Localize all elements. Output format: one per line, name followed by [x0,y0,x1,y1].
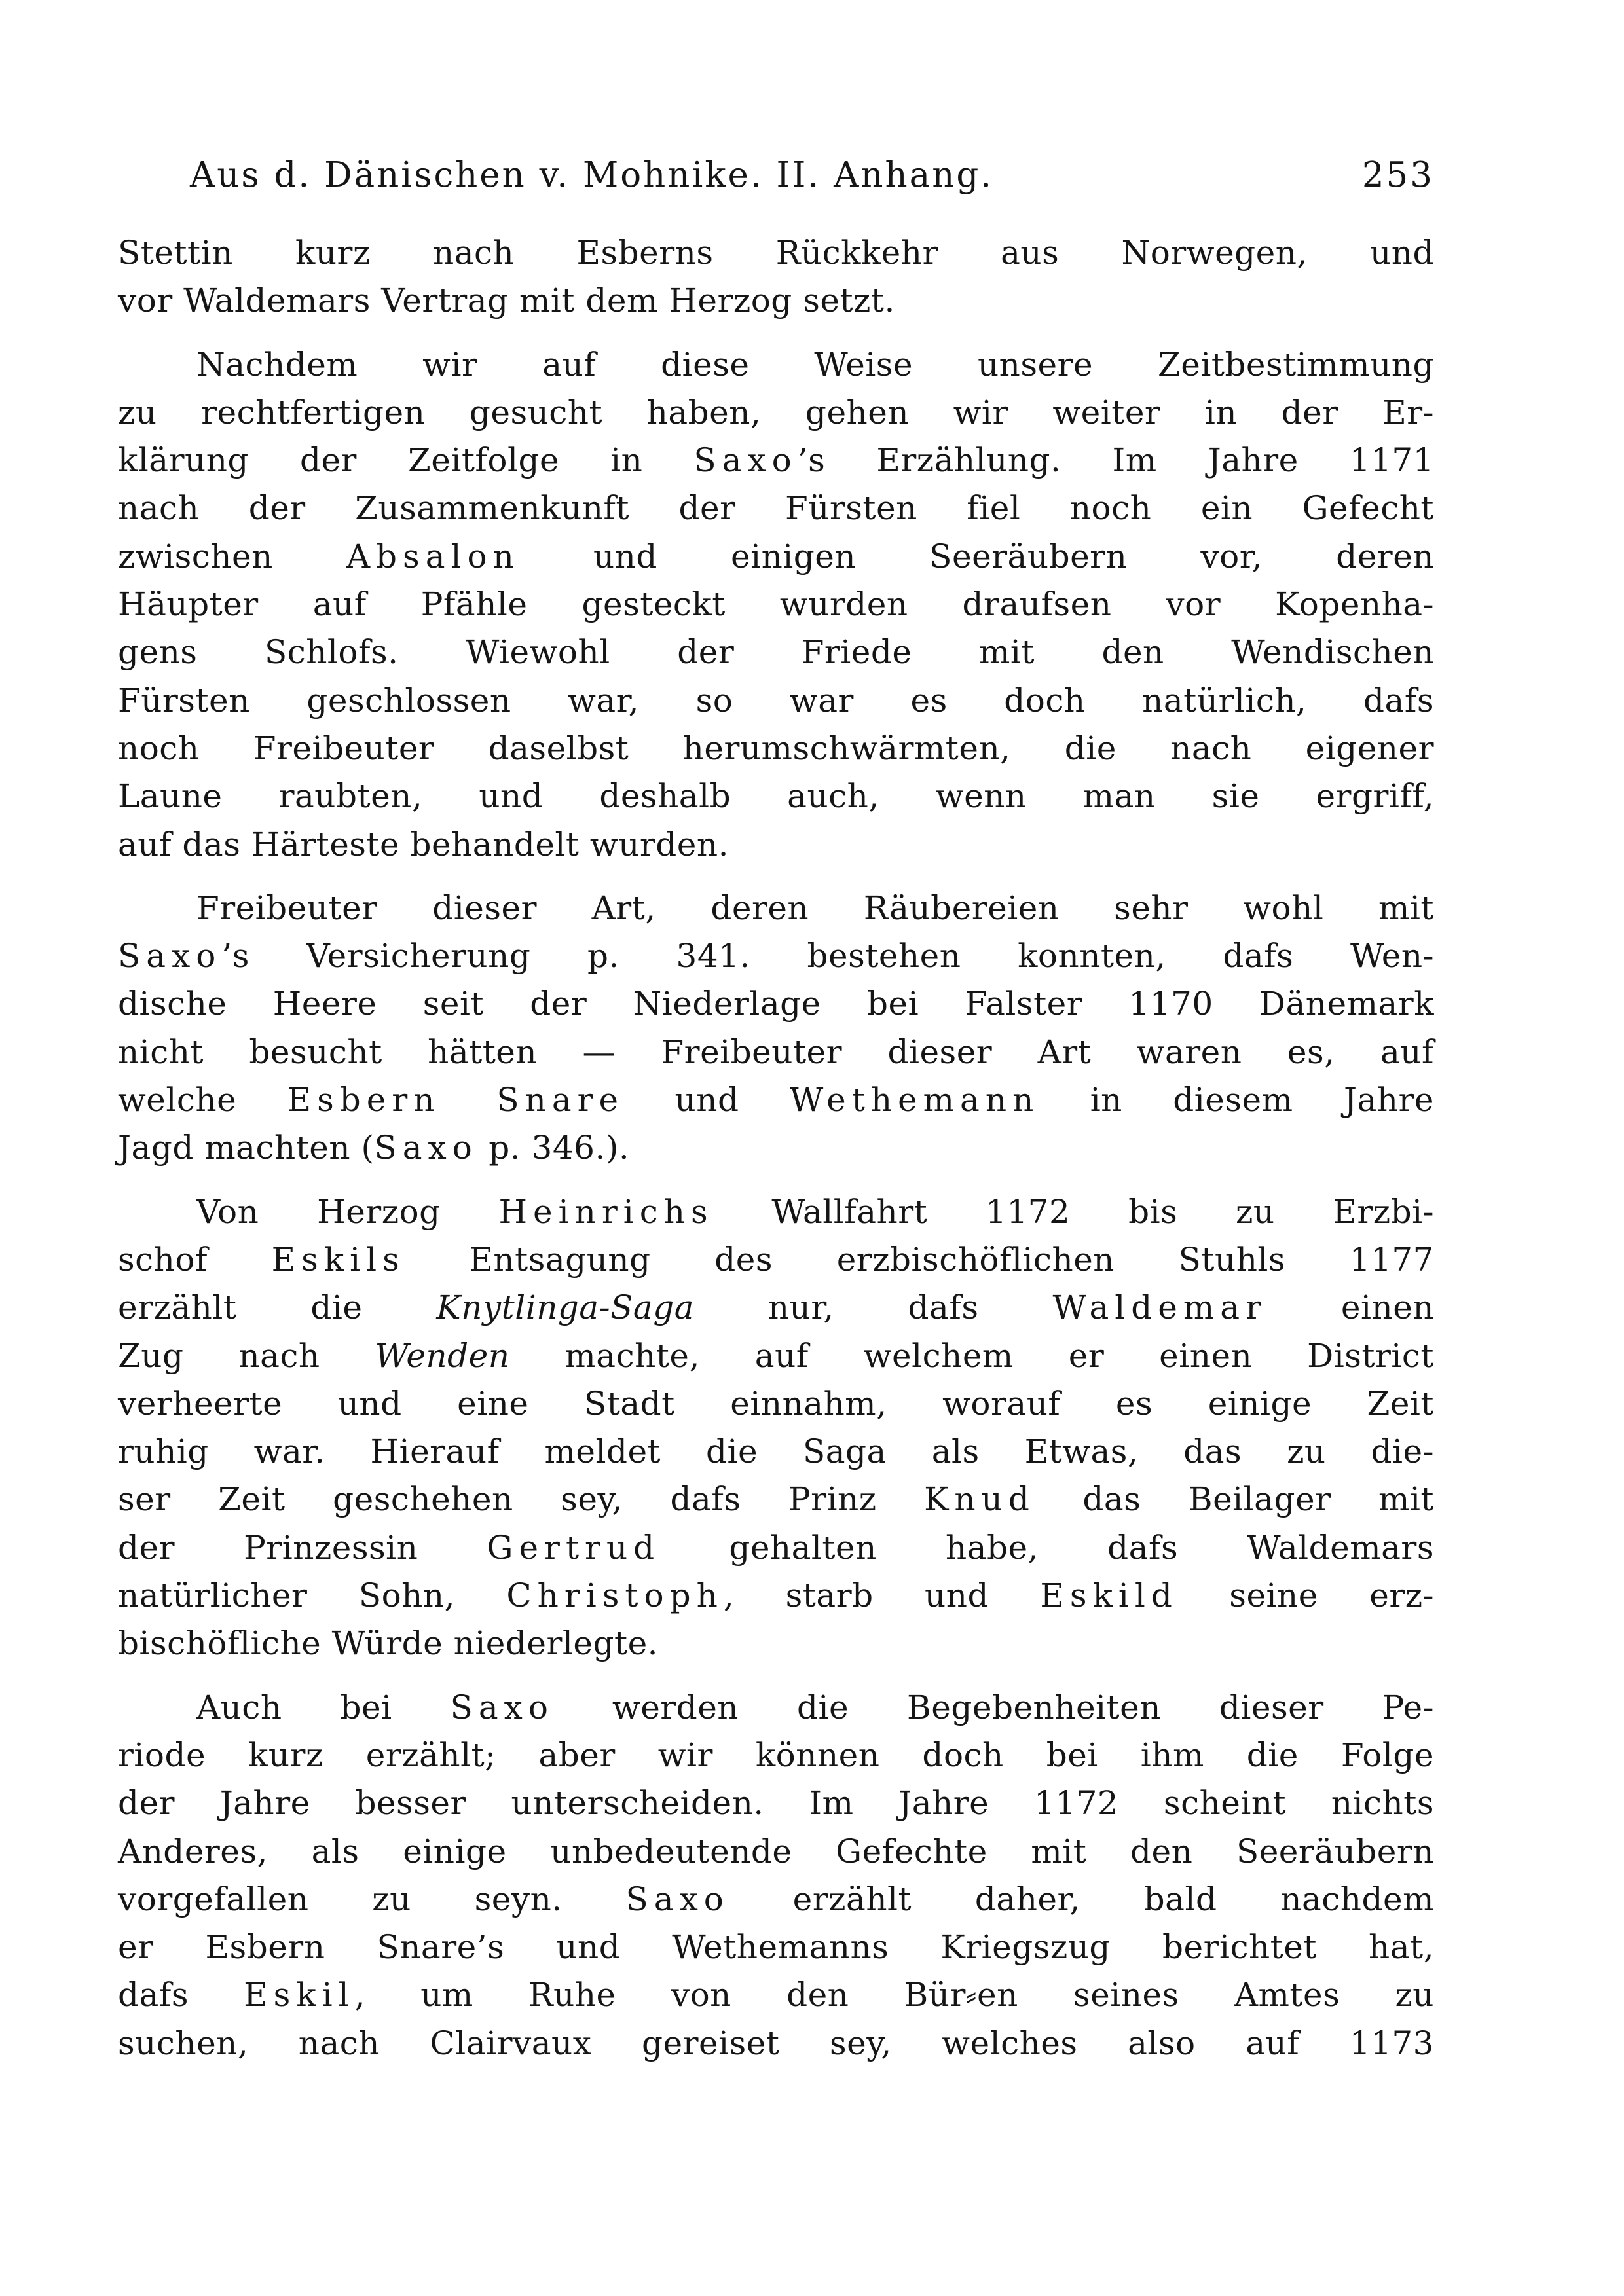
body-text [118,229,1434,2068]
spaced-name: Eskild [1040,1576,1178,1615]
text-line [118,1188,1434,1236]
text-line [118,1284,1434,1332]
text-line [118,1572,1434,1620]
line-text: bischöfliche Würde niederlegte. [118,1624,659,1663]
text-line [118,725,1434,773]
line-text: dische Heere seit der Niederlage bei Falster 1170 Dänemark [118,985,1434,1023]
text-line [118,1779,1434,1827]
line-text: und [624,1081,790,1120]
spaced-name: Eskils [271,1240,405,1279]
text-line [118,1524,1434,1572]
line-text: welche [118,1081,287,1120]
text-line [118,1971,1434,2019]
italic-place: Wenden [375,1336,510,1375]
text-line [118,1923,1434,1971]
line-text: gehalten habe, dafs Waldemars [660,1528,1434,1567]
line-text: Laune raubten, und deshalb auch, wenn man sie ergriff, [118,777,1434,816]
line-text: riode kurz erzählt; aber wir können doch bei ihm die Folge [118,1736,1434,1774]
text-line [118,1476,1434,1523]
spaced-name: Saxo [693,441,798,480]
spaced-name: Saxo [625,1880,729,1918]
text-line [118,389,1434,437]
text-line [118,629,1434,676]
spaced-name: Wethemann [789,1081,1040,1120]
line-text: nicht besucht hätten — Freibeuter dieser Art waren es, auf [118,1032,1434,1071]
line-text: der Jahre besser unterscheiden. Im Jahre 1172 scheint nichts [118,1784,1434,1823]
line-text: natürlicher Sohn, [118,1576,507,1615]
line-text: Entsagung des erzbischöflichen Stuhls 1177 [405,1240,1434,1279]
text-line [118,1236,1434,1284]
line-text: Zug nach [118,1336,375,1375]
line-text: Nachdem wir auf diese Weise unsere Zeitbestimmung [196,345,1434,384]
text-line [118,1076,1434,1124]
spaced-name: Absalon [346,537,520,575]
text-line [118,1380,1434,1428]
line-text: gens Schlofs. Wiewohl der Friede mit den Wendischen [118,633,1434,672]
line-text: , starb und [723,1576,1041,1615]
line-text: nach der Zusammenkunft der Fürsten fiel noch ein Gefecht [118,489,1434,528]
line-text: vor Waldemars Vertrag mit dem Herzog setzt. [118,282,895,320]
line-text: Auch bei [196,1688,451,1726]
text-line [118,229,1434,277]
spaced-name: Christoph [506,1576,724,1615]
text-line [118,884,1434,932]
text-line [118,1684,1434,1732]
text-line [118,773,1434,820]
text-line [118,677,1434,725]
text-line [118,1124,1434,1172]
line-text: klärung der Zeitfolge in [118,441,694,480]
text-line [118,484,1434,532]
text-line [118,1876,1434,1923]
spaced-name: Knud [924,1480,1035,1519]
text-line [118,533,1434,581]
text-line [118,341,1434,389]
line-text: und einigen Seeräubern vor, deren [519,537,1434,575]
line-text: , um Ruhe von den Bür⸗en seines Amtes zu [354,1976,1434,2014]
line-text: schof [118,1240,272,1279]
running-title: Aus d. Dänischen v. Mohnike. II. Anhang. [190,155,994,195]
line-text: einen [1267,1288,1434,1327]
text-line [118,1732,1434,1779]
text-line [118,821,1434,869]
line-text: dafs [118,1976,244,2014]
line-text: zu rechtfertigen gesucht haben, gehen wir weiter in der Er- [118,393,1434,431]
line-text: ser Zeit geschehen sey, dafs Prinz [118,1480,925,1519]
text-line [118,1332,1434,1380]
italic-title: Knytlinga-Saga [436,1288,695,1327]
line-text: der Prinzessin [118,1528,487,1567]
line-text: Fürsten geschlossen war, so war es doch natürlich, dafs [118,681,1434,720]
line-text: p. 346.). [477,1129,630,1167]
text-line [118,1029,1434,1076]
spaced-name: Saxo [118,937,222,975]
line-text: seine erz- [1177,1576,1434,1615]
spaced-name: Gertrud [487,1528,661,1567]
text-line [118,581,1434,629]
line-text: machte, auf welchem er einen District [509,1336,1434,1375]
line-text: Von Herzog [196,1192,499,1231]
spaced-name: Waldemar [1052,1288,1268,1327]
line-text: Jagd machten ( [118,1129,375,1167]
spaced-name: Saxo [374,1129,478,1167]
line-text: auf das Härteste behandelt wurden. [118,825,729,864]
line-text: zwischen [118,537,346,575]
line-text: suchen, nach Clairvaux gereiset sey, welches also auf 1173 [118,2024,1434,2062]
text-line [118,277,1434,325]
line-text: Anderes, als einige unbedeutende Gefechte mit den Seeräubern [118,1832,1434,1870]
line-text: ruhig war. Hierauf meldet die Saga als Etwas, das zu die- [118,1432,1434,1471]
spaced-name: Esbern Snare [287,1081,625,1120]
line-text: werden die Begebenheiten dieser Pe- [553,1688,1434,1726]
line-text: vorgefallen zu seyn. [118,1880,626,1918]
line-text: ’s Erzählung. Im Jahre 1171 [797,441,1434,480]
line-text: er Esbern Snare’s und Wethemanns Kriegszug berichtet hat, [118,1928,1434,1967]
text-line [118,437,1434,484]
text-line [118,2020,1434,2068]
text-line [118,932,1434,980]
running-header [190,149,1434,202]
line-text: nur, dafs [694,1288,1053,1327]
line-text: erzählt die [118,1288,437,1327]
spaced-name: Saxo [450,1688,554,1726]
line-text: erzählt daher, bald nachdem [729,1880,1434,1918]
line-text: ’s Versicherung p. 341. bestehen konnten, dafs Wen- [221,937,1434,975]
line-text: verheerte und eine Stadt einnahm, worauf es einige Zeit [118,1384,1434,1423]
spaced-name: Eskil [244,1976,355,2014]
page-number: 253 [1361,155,1434,195]
line-text: Wallfahrt 1172 bis zu Erzbi- [713,1192,1434,1231]
line-text: Stettin kurz nach Esberns Rückkehr aus Norwegen, und [118,234,1434,272]
text-line [118,1828,1434,1876]
line-text: Freibeuter dieser Art, deren Räubereien sehr wohl mit [196,888,1434,927]
text-line [118,980,1434,1028]
text-line [118,1428,1434,1476]
line-text: Häupter auf Pfähle gesteckt wurden draufsen vor Kopenha- [118,585,1434,624]
line-text: das Beilager mit [1035,1480,1434,1519]
line-text: in diesem Jahre [1039,1081,1434,1120]
text-line [118,1620,1434,1667]
spaced-name: Heinrichs [498,1192,714,1231]
line-text: noch Freibeuter daselbst herumschwärmten, die nach eigener [118,729,1434,767]
